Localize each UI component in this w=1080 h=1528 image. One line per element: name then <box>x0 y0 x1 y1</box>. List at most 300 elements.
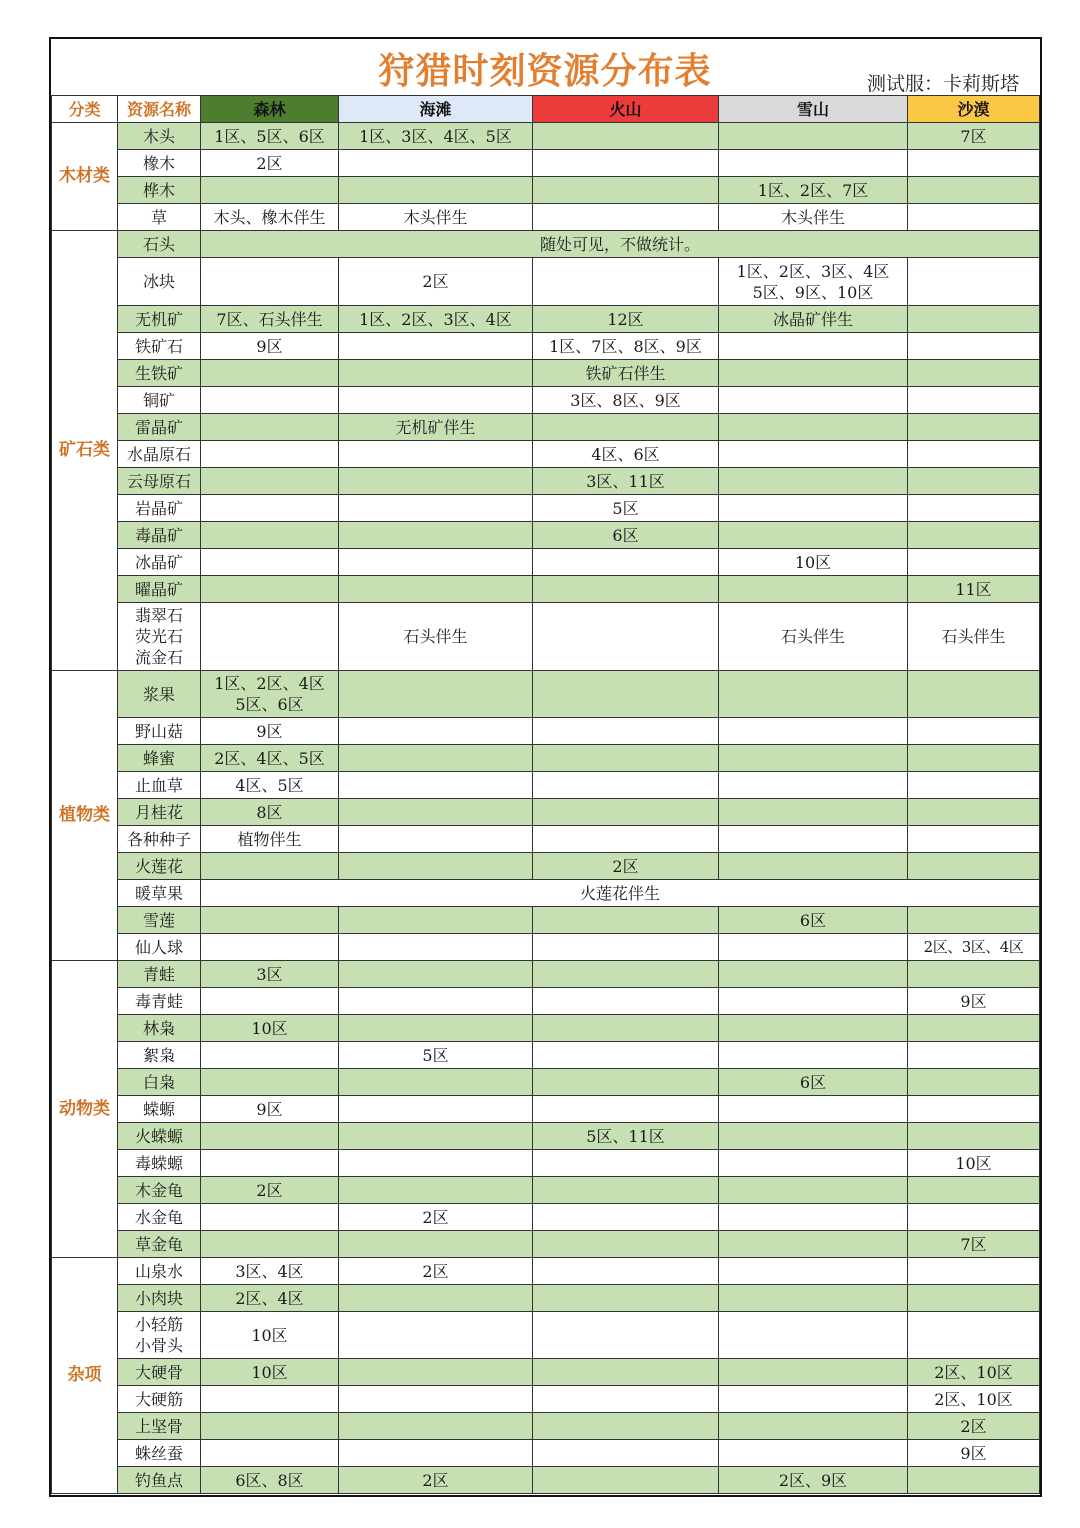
cell-beach: 木头伴生 <box>339 204 533 231</box>
resource-name: 仙人球 <box>118 934 201 961</box>
cell-volcano <box>533 576 719 603</box>
table-row <box>52 576 1040 603</box>
cell-desert <box>908 522 1040 549</box>
cell-beach <box>339 718 533 745</box>
cell-beach <box>339 150 533 177</box>
cell-forest: 3区 <box>201 961 339 988</box>
cell-volcano <box>533 1467 719 1494</box>
cell-beach <box>339 441 533 468</box>
cell-forest-line1: 1区、2区、4区 <box>214 674 325 693</box>
cell-beach: 2区 <box>339 258 533 306</box>
cell-desert <box>908 258 1040 306</box>
table-row <box>52 1069 1040 1096</box>
cell-snow <box>719 333 908 360</box>
cell-beach <box>339 387 533 414</box>
cell-desert <box>908 853 1040 880</box>
resource-name: 雷晶矿 <box>118 414 201 441</box>
cell-snow <box>719 934 908 961</box>
cell-snow <box>719 576 908 603</box>
cell-snow <box>719 1231 908 1258</box>
cell-beach <box>339 961 533 988</box>
cell-desert <box>908 1467 1040 1494</box>
resource-name: 生铁矿 <box>118 360 201 387</box>
cell-desert <box>908 718 1040 745</box>
cell-beach <box>339 934 533 961</box>
cell-forest <box>201 988 339 1015</box>
cell-beach: 5区 <box>339 1042 533 1069</box>
resource-name: 云母原石 <box>118 468 201 495</box>
cell-desert <box>908 1258 1040 1285</box>
cell-snow <box>719 1123 908 1150</box>
cell-beach <box>339 1359 533 1386</box>
cell-beach <box>339 495 533 522</box>
table-row <box>52 522 1040 549</box>
cell-beach: 2区 <box>339 1258 533 1285</box>
table-row <box>52 1123 1040 1150</box>
cell-desert: 9区 <box>908 988 1040 1015</box>
resource-name: 冰块 <box>118 258 201 306</box>
cell-volcano: 5区 <box>533 495 719 522</box>
cell-desert <box>908 441 1040 468</box>
category-ore: 矿石类 <box>52 231 118 671</box>
cell-beach: 1区、2区、3区、4区 <box>339 306 533 333</box>
cell-beach <box>339 177 533 204</box>
cell-desert: 2区 <box>908 1413 1040 1440</box>
cell-volcano <box>533 549 719 576</box>
resource-name: 木头 <box>118 123 201 150</box>
cell-volcano <box>533 745 719 772</box>
cell-beach <box>339 826 533 853</box>
resource-name: 火莲花 <box>118 853 201 880</box>
cell-desert: 2区、3区、4区 <box>908 934 1040 961</box>
resource-name: 桦木 <box>118 177 201 204</box>
cell-forest <box>201 177 339 204</box>
table-row <box>52 603 1040 671</box>
cell-forest: 2区、4区、5区 <box>201 745 339 772</box>
resource-name: 毒晶矿 <box>118 522 201 549</box>
cell-beach <box>339 1413 533 1440</box>
resource-name: 大硬筋 <box>118 1386 201 1413</box>
table-row <box>52 880 1040 907</box>
cell-beach <box>339 1285 533 1312</box>
cell-volcano <box>533 1042 719 1069</box>
resource-name: 白枭 <box>118 1069 201 1096</box>
table-row <box>52 150 1040 177</box>
cell-volcano <box>533 718 719 745</box>
cell-forest: 植物伴生 <box>201 826 339 853</box>
cell-volcano <box>533 799 719 826</box>
cell-forest <box>201 468 339 495</box>
resource-name-line1: 翡翠石 <box>134 606 183 625</box>
resource-name-line1: 小轻筋 <box>134 1315 183 1334</box>
cell-forest <box>201 522 339 549</box>
resource-name: 草 <box>118 204 201 231</box>
category-plant: 植物类 <box>52 671 118 961</box>
cell-beach <box>339 853 533 880</box>
cell-forest <box>201 603 339 671</box>
cell-forest <box>201 853 339 880</box>
resource-name: 蜂蜜 <box>118 745 201 772</box>
resource-name: 大硬骨 <box>118 1359 201 1386</box>
cell-beach <box>339 1123 533 1150</box>
cell-desert <box>908 1042 1040 1069</box>
cell-volcano <box>533 603 719 671</box>
cell-desert <box>908 387 1040 414</box>
category-misc: 杂项 <box>52 1258 118 1494</box>
header-beach: 海滩 <box>339 96 533 123</box>
table-row <box>52 549 1040 576</box>
cell-volcano <box>533 934 719 961</box>
table-row <box>52 1258 1040 1285</box>
resource-name: 曜晶矿 <box>118 576 201 603</box>
cell-volcano <box>533 1231 719 1258</box>
cell-beach <box>339 522 533 549</box>
resource-name-line2: 小骨头 <box>134 1336 183 1355</box>
cell-snow <box>719 414 908 441</box>
cell-forest: 2区、4区 <box>201 1285 339 1312</box>
resource-name: 无机矿 <box>118 306 201 333</box>
header-row <box>52 96 1040 123</box>
cell-snow <box>719 258 908 306</box>
resource-name: 蛛丝蚕 <box>118 1440 201 1467</box>
cell-forest <box>201 495 339 522</box>
resource-name: 铁矿石 <box>118 333 201 360</box>
cell-beach <box>339 1015 533 1042</box>
resource-name: 青蛙 <box>118 961 201 988</box>
cell-snow: 10区 <box>719 549 908 576</box>
cell-forest: 木头、橡木伴生 <box>201 204 339 231</box>
cell-snow: 1区、2区、7区 <box>719 177 908 204</box>
cell-volcano <box>533 150 719 177</box>
resource-name: 毒蝾螈 <box>118 1150 201 1177</box>
cell-snow: 6区 <box>719 907 908 934</box>
cell-snow <box>719 1258 908 1285</box>
cell-snow: 石头伴生 <box>719 603 908 671</box>
cell-snow <box>719 468 908 495</box>
cell-forest <box>201 1231 339 1258</box>
cell-forest <box>201 671 339 718</box>
cell-desert <box>908 177 1040 204</box>
cell-volcano: 5区、11区 <box>533 1123 719 1150</box>
cell-desert: 石头伴生 <box>908 603 1040 671</box>
cell-span: 火莲花伴生 <box>201 880 1040 907</box>
server-label: 测试服：卡莉斯塔 <box>866 73 1019 95</box>
table-row <box>52 231 1040 258</box>
cell-volcano <box>533 1312 719 1359</box>
table-row <box>52 1285 1040 1312</box>
cell-snow <box>719 1413 908 1440</box>
cell-volcano <box>533 826 719 853</box>
cell-desert <box>908 1123 1040 1150</box>
cell-snow <box>719 718 908 745</box>
cell-forest <box>201 549 339 576</box>
table-row <box>52 495 1040 522</box>
table-row <box>52 360 1040 387</box>
cell-snow <box>719 1386 908 1413</box>
cell-desert <box>908 360 1040 387</box>
resource-name: 钓鱼点 <box>118 1467 201 1494</box>
cell-forest: 4区、5区 <box>201 772 339 799</box>
header-category: 分类 <box>52 96 118 123</box>
cell-volcano <box>533 907 719 934</box>
cell-volcano <box>533 258 719 306</box>
cell-beach: 无机矿伴生 <box>339 414 533 441</box>
header-name: 资源名称 <box>118 96 201 123</box>
cell-snow <box>719 441 908 468</box>
cell-snow <box>719 1042 908 1069</box>
resource-name: 浆果 <box>118 671 201 718</box>
table-row <box>52 1440 1040 1467</box>
cell-desert <box>908 799 1040 826</box>
cell-desert <box>908 1204 1040 1231</box>
cell-forest <box>201 1123 339 1150</box>
cell-snow <box>719 961 908 988</box>
cell-forest: 10区 <box>201 1312 339 1359</box>
cell-snow <box>719 495 908 522</box>
cell-volcano: 3区、11区 <box>533 468 719 495</box>
cell-forest: 9区 <box>201 333 339 360</box>
table-row <box>52 258 1040 306</box>
cell-desert <box>908 1312 1040 1359</box>
cell-desert: 11区 <box>908 576 1040 603</box>
resource-sheet <box>49 37 1042 1497</box>
cell-beach <box>339 576 533 603</box>
cell-snow <box>719 1440 908 1467</box>
cell-volcano <box>533 1440 719 1467</box>
table-row <box>52 988 1040 1015</box>
cell-snow <box>719 1359 908 1386</box>
cell-desert: 9区 <box>908 1440 1040 1467</box>
cell-volcano <box>533 1258 719 1285</box>
resource-name: 石头 <box>118 231 201 258</box>
cell-beach <box>339 671 533 718</box>
cell-forest <box>201 258 339 306</box>
cell-forest <box>201 387 339 414</box>
table-row <box>52 1231 1040 1258</box>
table-row <box>52 1359 1040 1386</box>
cell-desert <box>908 204 1040 231</box>
cell-beach <box>339 1312 533 1359</box>
cell-beach <box>339 1386 533 1413</box>
cell-snow <box>719 988 908 1015</box>
cell-beach: 2区 <box>339 1204 533 1231</box>
cell-beach <box>339 772 533 799</box>
resource-name: 水晶原石 <box>118 441 201 468</box>
cell-desert <box>908 907 1040 934</box>
cell-desert: 7区 <box>908 123 1040 150</box>
cell-beach <box>339 1069 533 1096</box>
table-row <box>52 934 1040 961</box>
category-animal: 动物类 <box>52 961 118 1258</box>
cell-desert <box>908 549 1040 576</box>
cell-desert <box>908 745 1040 772</box>
cell-forest <box>201 414 339 441</box>
cell-snow <box>719 1177 908 1204</box>
cell-beach <box>339 549 533 576</box>
cell-beach <box>339 1177 533 1204</box>
resource-name-line3: 流金石 <box>134 648 183 667</box>
cell-volcano: 12区 <box>533 306 719 333</box>
resource-name <box>118 1312 201 1359</box>
cell-beach <box>339 988 533 1015</box>
cell-volcano <box>533 1069 719 1096</box>
resource-name: 林枭 <box>118 1015 201 1042</box>
cell-snow <box>719 1285 908 1312</box>
cell-forest: 3区、4区 <box>201 1258 339 1285</box>
table-row <box>52 718 1040 745</box>
cell-volcano <box>533 1150 719 1177</box>
cell-snow <box>719 1150 908 1177</box>
cell-forest: 10区 <box>201 1359 339 1386</box>
cell-forest <box>201 1150 339 1177</box>
cell-volcano: 4区、6区 <box>533 441 719 468</box>
table-row <box>52 1096 1040 1123</box>
cell-volcano <box>533 414 719 441</box>
cell-snow <box>719 150 908 177</box>
cell-volcano <box>533 671 719 718</box>
resource-name: 雪莲 <box>118 907 201 934</box>
cell-volcano <box>533 1015 719 1042</box>
table-row <box>52 414 1040 441</box>
cell-forest: 6区、8区 <box>201 1467 339 1494</box>
cell-beach <box>339 745 533 772</box>
cell-forest <box>201 1440 339 1467</box>
table-row <box>52 441 1040 468</box>
cell-snow: 2区、9区 <box>719 1467 908 1494</box>
resource-name: 铜矿 <box>118 387 201 414</box>
cell-desert <box>908 961 1040 988</box>
cell-snow <box>719 745 908 772</box>
cell-snow <box>719 123 908 150</box>
table-row <box>52 772 1040 799</box>
cell-snow <box>719 1015 908 1042</box>
header-desert: 沙漠 <box>908 96 1040 123</box>
cell-snow <box>719 671 908 718</box>
cell-forest: 9区 <box>201 718 339 745</box>
cell-forest: 9区 <box>201 1096 339 1123</box>
cell-desert: 2区、10区 <box>908 1386 1040 1413</box>
cell-beach <box>339 1096 533 1123</box>
cell-snow-line1: 1区、2区、3区、4区 <box>736 261 890 281</box>
cell-beach: 2区 <box>339 1467 533 1494</box>
cell-volcano <box>533 123 719 150</box>
resource-name: 毒青蛙 <box>118 988 201 1015</box>
resource-name: 水金龟 <box>118 1204 201 1231</box>
table-row <box>52 907 1040 934</box>
cell-volcano <box>533 1413 719 1440</box>
resource-name: 木金龟 <box>118 1177 201 1204</box>
cell-desert: 7区 <box>908 1231 1040 1258</box>
header-volcano: 火山 <box>533 96 719 123</box>
category-wood: 木材类 <box>52 123 118 231</box>
cell-forest: 1区、5区、6区 <box>201 123 339 150</box>
cell-forest: 2区 <box>201 150 339 177</box>
table-row <box>52 1467 1040 1494</box>
cell-desert: 2区、10区 <box>908 1359 1040 1386</box>
table-row <box>52 826 1040 853</box>
cell-desert <box>908 1177 1040 1204</box>
cell-volcano <box>533 1386 719 1413</box>
table-row <box>52 306 1040 333</box>
cell-desert <box>908 826 1040 853</box>
cell-volcano <box>533 1096 719 1123</box>
table-row <box>52 1042 1040 1069</box>
table-row <box>52 1386 1040 1413</box>
resource-name: 暖草果 <box>118 880 201 907</box>
cell-desert <box>908 1285 1040 1312</box>
resource-name: 月桂花 <box>118 799 201 826</box>
header-snow: 雪山 <box>719 96 908 123</box>
cell-forest <box>201 934 339 961</box>
cell-forest <box>201 1204 339 1231</box>
cell-snow <box>719 853 908 880</box>
cell-volcano <box>533 1285 719 1312</box>
cell-snow <box>719 387 908 414</box>
cell-volcano: 1区、7区、8区、9区 <box>533 333 719 360</box>
cell-volcano <box>533 772 719 799</box>
cell-snow-line2: 5区、9区、10区 <box>752 282 874 302</box>
cell-beach <box>339 468 533 495</box>
cell-span: 随处可见，不做统计。 <box>201 231 1040 258</box>
cell-snow: 冰晶矿伴生 <box>719 306 908 333</box>
header-forest: 森林 <box>201 96 339 123</box>
cell-volcano <box>533 1204 719 1231</box>
resource-table <box>51 95 1040 1494</box>
cell-volcano <box>533 204 719 231</box>
cell-volcano <box>533 1359 719 1386</box>
cell-beach <box>339 1150 533 1177</box>
cell-snow: 6区 <box>719 1069 908 1096</box>
cell-beach <box>339 360 533 387</box>
cell-beach <box>339 1231 533 1258</box>
cell-beach <box>339 1440 533 1467</box>
resource-name <box>118 603 201 671</box>
cell-desert <box>908 1015 1040 1042</box>
cell-forest <box>201 1386 339 1413</box>
resource-name: 蝾螈 <box>118 1096 201 1123</box>
table-row <box>52 177 1040 204</box>
cell-desert: 10区 <box>908 1150 1040 1177</box>
resource-name: 野山菇 <box>118 718 201 745</box>
cell-desert <box>908 1096 1040 1123</box>
table-row <box>52 1177 1040 1204</box>
cell-snow <box>719 522 908 549</box>
cell-snow <box>719 360 908 387</box>
table-row <box>52 853 1040 880</box>
resource-name: 小肉块 <box>118 1285 201 1312</box>
cell-volcano <box>533 961 719 988</box>
table-row <box>52 1413 1040 1440</box>
cell-forest: 10区 <box>201 1015 339 1042</box>
cell-volcano: 3区、8区、9区 <box>533 387 719 414</box>
resource-name: 絮枭 <box>118 1042 201 1069</box>
resource-name: 橡木 <box>118 150 201 177</box>
resource-name-line2: 荧光石 <box>134 627 183 646</box>
resource-name: 岩晶矿 <box>118 495 201 522</box>
table-row <box>52 671 1040 718</box>
cell-beach <box>339 333 533 360</box>
title-row <box>51 39 1039 95</box>
cell-forest <box>201 360 339 387</box>
resource-name: 上坚骨 <box>118 1413 201 1440</box>
cell-snow <box>719 1204 908 1231</box>
table-row <box>52 1204 1040 1231</box>
cell-desert <box>908 306 1040 333</box>
cell-snow <box>719 799 908 826</box>
table-row <box>52 468 1040 495</box>
resource-name: 冰晶矿 <box>118 549 201 576</box>
cell-volcano: 6区 <box>533 522 719 549</box>
